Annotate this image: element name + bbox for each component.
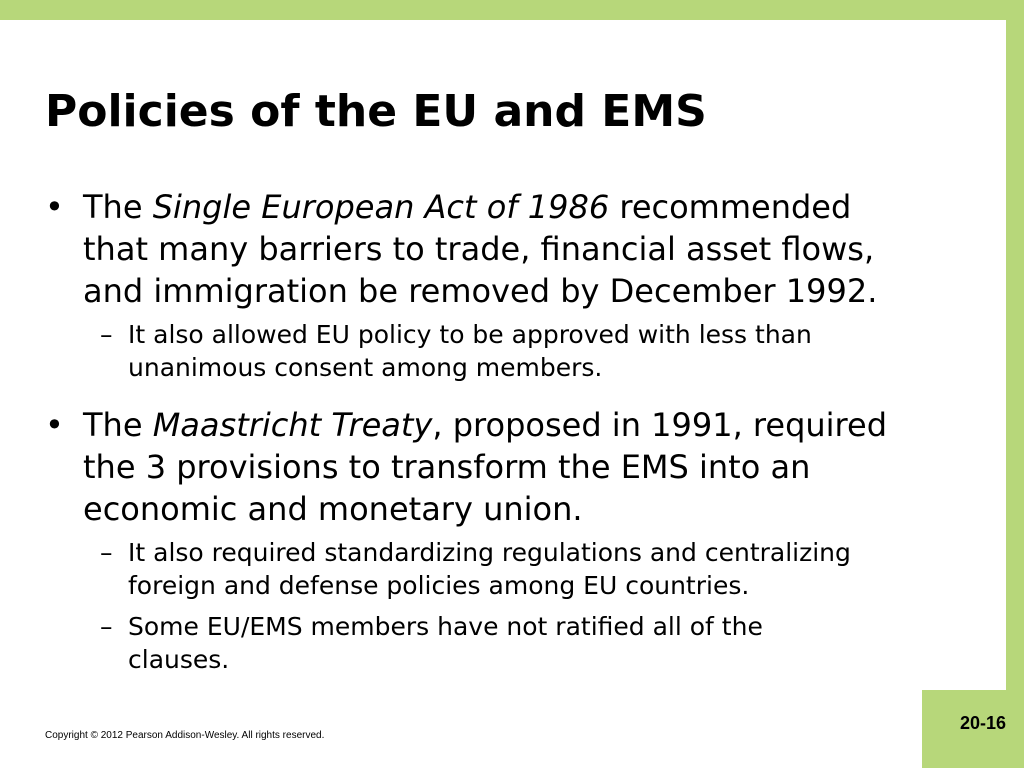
bullet-line: and immigration be removed by December 1992. [83,272,878,310]
emphasized-title: Single European Act of 1986 [152,188,610,226]
sub-bullet-line: Some EU/EMS members have not ratified all of the [128,612,763,641]
sub-bullet-line: unanimous consent among members. [128,353,603,382]
bullet-line: that many barriers to trade, financial asset flows, [83,230,875,268]
sub-bullet-marker: – [100,612,113,641]
sub-bullet-marker: – [100,320,113,349]
page-number: 20-16 [959,713,1006,733]
sub-bullet-line: foreign and defense policies among EU countries. [128,571,750,600]
sub-bullet-text [128,536,851,602]
bullet-text [83,404,887,530]
bullet-text [83,186,877,312]
bullet-line: The Maastricht Treaty, proposed in 1991, required [83,406,887,444]
sub-bullet-marker: – [100,538,113,567]
bullet-line: economic and monetary union. [83,490,583,528]
sub-bullet-line: It also allowed EU policy to be approved with less than [128,320,812,349]
top-accent-bar [0,0,1024,20]
bullet-marker: • [45,188,64,226]
bullet-line: The Single European Act of 1986 recommended [83,188,852,226]
sub-bullet-text [128,318,812,384]
slide-title: Policies of the EU and EMS [45,86,707,137]
emphasized-title: Maastricht Treaty [152,406,433,444]
sub-bullet-line: It also required standardizing regulations and centralizing [128,538,851,567]
copyright-notice: Copyright © 2012 Pearson Addison-Wesley. All rights reserved. [45,730,325,741]
bullet-marker: • [45,406,64,444]
sub-bullet-text [128,610,763,676]
right-accent-bar [1006,0,1024,768]
sub-bullet-line: clauses. [128,645,230,674]
bullet-line: the 3 provisions to transform the EMS into an [83,448,811,486]
